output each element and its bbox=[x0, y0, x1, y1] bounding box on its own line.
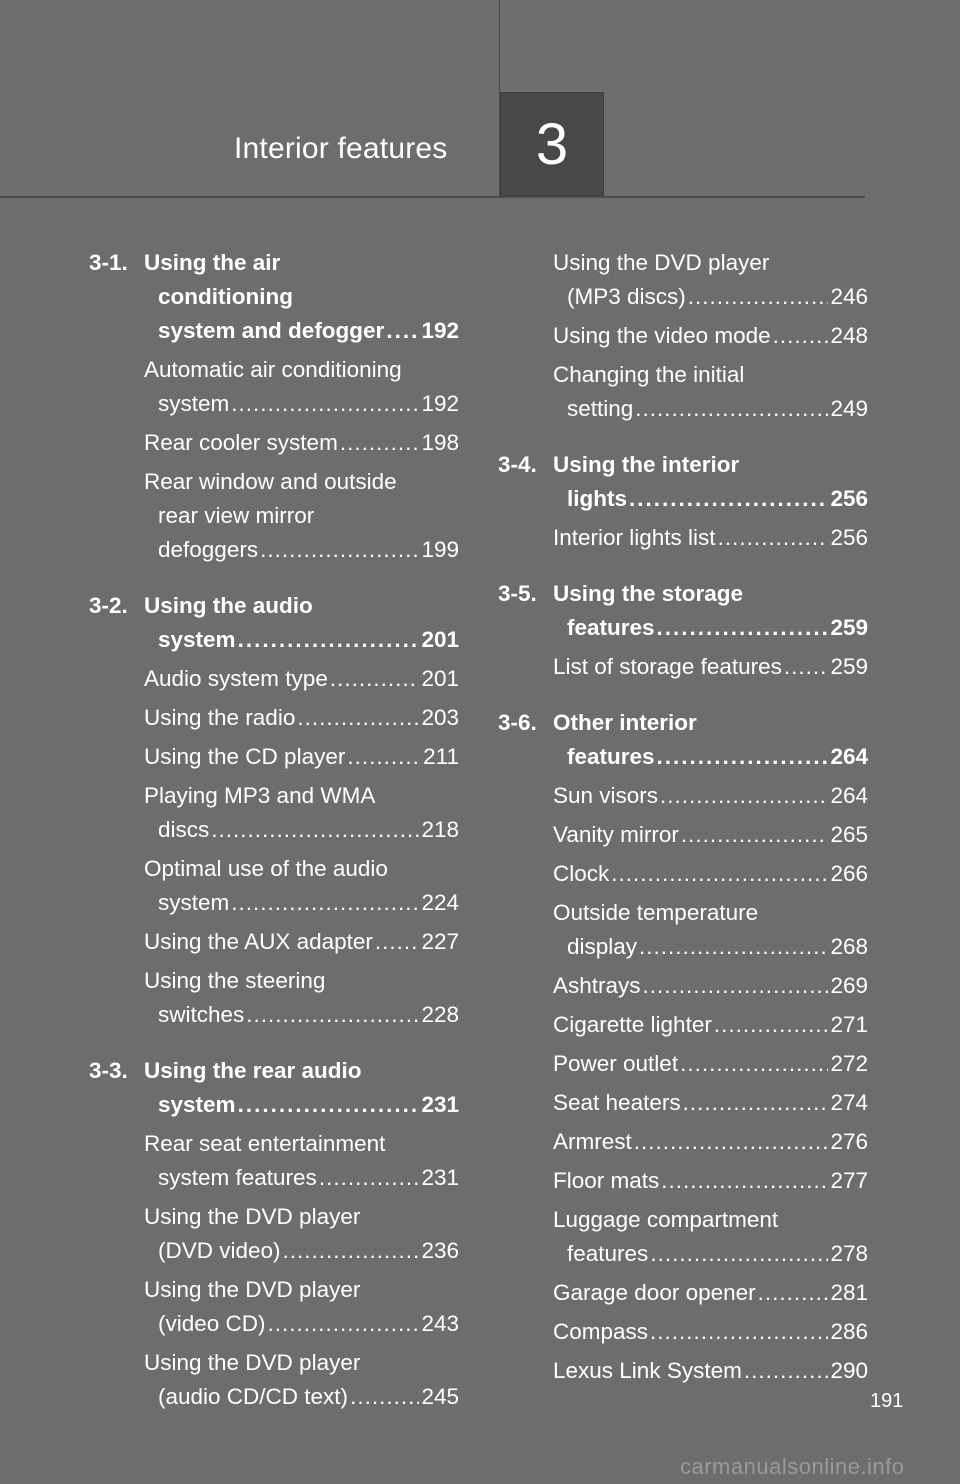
entry-page: 245 bbox=[421, 1384, 459, 1409]
entry-title-line: (MP3 discs) bbox=[567, 284, 686, 309]
leader-dots bbox=[680, 1047, 828, 1081]
entry-row bbox=[144, 1161, 459, 1195]
entry-page: 248 bbox=[830, 323, 868, 348]
entry-title-line: Power outlet bbox=[553, 1051, 679, 1076]
section-number: 3-2. bbox=[89, 593, 128, 618]
chapter-number-box bbox=[500, 92, 604, 196]
entry-title-line: Using the DVD player bbox=[144, 1277, 361, 1302]
toc-entry[interactable] bbox=[89, 701, 459, 735]
entry-title-line: system bbox=[158, 890, 230, 915]
entry-row bbox=[553, 1315, 868, 1349]
entry-title-line: switches bbox=[158, 1002, 245, 1027]
entry-row bbox=[144, 1380, 459, 1414]
entry-title-line: Compass bbox=[553, 1319, 649, 1344]
section-page: 192 bbox=[421, 318, 459, 343]
leader-dots bbox=[297, 701, 419, 735]
section-title-line: Using the audio bbox=[144, 593, 313, 618]
section-page: 201 bbox=[421, 627, 459, 652]
section-title-row bbox=[553, 740, 868, 774]
entry-page: 269 bbox=[830, 973, 868, 998]
toc-entry[interactable] bbox=[89, 1346, 459, 1414]
entry-row bbox=[553, 392, 868, 426]
toc-left-column bbox=[89, 246, 459, 1414]
entry-title-line: system bbox=[158, 391, 230, 416]
entry-row bbox=[144, 387, 459, 421]
section-number: 3-1. bbox=[89, 250, 128, 275]
leader-dots bbox=[386, 314, 419, 348]
entry-row bbox=[144, 1307, 459, 1341]
leader-dots bbox=[347, 740, 421, 774]
entry-row bbox=[144, 533, 459, 567]
entry-title-line: Rear cooler system bbox=[144, 430, 338, 455]
toc-entry[interactable] bbox=[498, 246, 868, 314]
toc-entry[interactable] bbox=[498, 1164, 868, 1198]
entry-title-line: Armrest bbox=[553, 1129, 632, 1154]
leader-dots bbox=[340, 426, 420, 460]
entry-page: 276 bbox=[830, 1129, 868, 1154]
entry-page: 264 bbox=[830, 783, 868, 808]
toc-section-3-1[interactable] bbox=[89, 246, 459, 348]
entry-page: 274 bbox=[830, 1090, 868, 1115]
toc-entry[interactable] bbox=[89, 1127, 459, 1195]
section-title-line: features bbox=[567, 615, 655, 640]
toc-entry[interactable] bbox=[498, 857, 868, 891]
entry-page: 286 bbox=[830, 1319, 868, 1344]
section-title-line: Using the storage bbox=[553, 581, 744, 606]
section-title-row bbox=[144, 1088, 459, 1122]
toc-entry[interactable] bbox=[89, 925, 459, 959]
toc-section-3-2[interactable] bbox=[89, 589, 459, 657]
entry-row bbox=[144, 426, 459, 460]
leader-dots bbox=[714, 1008, 829, 1042]
entry-title-line: Outside temperature bbox=[553, 900, 759, 925]
section-title-line: lights bbox=[567, 486, 627, 511]
section-title-line: Using the rear audio bbox=[144, 1058, 362, 1083]
entry-title-line: system features bbox=[158, 1165, 317, 1190]
leader-dots bbox=[260, 533, 419, 567]
entry-page: 218 bbox=[421, 817, 459, 842]
watermark: carmanualsonline.info bbox=[680, 1454, 905, 1479]
entry-page: 224 bbox=[421, 890, 459, 915]
entry-row bbox=[144, 662, 459, 696]
leader-dots bbox=[744, 1354, 829, 1388]
entry-row bbox=[144, 925, 459, 959]
toc-entry[interactable] bbox=[498, 1047, 868, 1081]
toc-entry[interactable] bbox=[498, 358, 868, 426]
entry-title-line: Audio system type bbox=[144, 666, 328, 691]
entry-page: 199 bbox=[421, 537, 459, 562]
entry-title-line: Using the DVD player bbox=[144, 1350, 361, 1375]
entry-page: 268 bbox=[830, 934, 868, 959]
entry-page: 281 bbox=[830, 1280, 868, 1305]
section-number: 3-6. bbox=[498, 710, 537, 735]
section-title-line: features bbox=[567, 744, 655, 769]
toc-entry[interactable] bbox=[498, 1276, 868, 1310]
toc-section-3-3[interactable] bbox=[89, 1054, 459, 1122]
entry-row bbox=[553, 1164, 868, 1198]
toc-section-3-6[interactable] bbox=[498, 706, 868, 774]
leader-dots bbox=[639, 930, 828, 964]
entry-row bbox=[553, 319, 868, 353]
leader-dots bbox=[330, 662, 420, 696]
entry-title-line: Rear seat entertainment bbox=[144, 1131, 386, 1156]
entry-title-line: Using the DVD player bbox=[144, 1204, 361, 1229]
entry-title-line: Using the AUX adapter bbox=[144, 929, 373, 954]
toc-entry[interactable] bbox=[89, 662, 459, 696]
leader-dots bbox=[643, 969, 829, 1003]
chapter-header bbox=[0, 0, 865, 198]
section-page: 259 bbox=[830, 615, 868, 640]
entry-title-line: Automatic air conditioning bbox=[144, 357, 402, 382]
toc-entry[interactable] bbox=[89, 740, 459, 774]
entry-page: 259 bbox=[830, 654, 868, 679]
toc-entry[interactable] bbox=[498, 779, 868, 813]
entry-row bbox=[553, 779, 868, 813]
entry-row bbox=[553, 650, 868, 684]
leader-dots bbox=[650, 1315, 828, 1349]
entry-page: 201 bbox=[421, 666, 459, 691]
entry-title-line: discs bbox=[158, 817, 210, 842]
leader-dots bbox=[238, 623, 420, 657]
toc-right-column bbox=[498, 246, 868, 1388]
toc-entry[interactable] bbox=[89, 465, 459, 567]
toc-entry[interactable] bbox=[498, 1086, 868, 1120]
chapter-number: 3 bbox=[535, 112, 569, 177]
leader-dots bbox=[688, 280, 829, 314]
leader-dots bbox=[657, 611, 829, 645]
entry-title-line: Using the steering bbox=[144, 968, 326, 993]
leader-dots bbox=[634, 1125, 829, 1159]
entry-row bbox=[553, 1276, 868, 1310]
section-page: 264 bbox=[830, 744, 868, 769]
page-number: 191 bbox=[870, 1390, 904, 1412]
entry-title-line: Vanity mirror bbox=[553, 822, 679, 847]
entry-page: 278 bbox=[830, 1241, 868, 1266]
entry-title-line: defoggers bbox=[158, 537, 259, 562]
toc-entry[interactable] bbox=[89, 353, 459, 421]
entry-page: 211 bbox=[423, 744, 459, 769]
leader-dots bbox=[657, 740, 829, 774]
entry-title-line: Optimal use of the audio bbox=[144, 856, 388, 881]
section-page: 256 bbox=[830, 486, 868, 511]
entry-row bbox=[553, 1354, 868, 1388]
entry-title-line: (audio CD/CD text) bbox=[158, 1384, 349, 1409]
entry-row bbox=[553, 1047, 868, 1081]
entry-title-line: Using the CD player bbox=[144, 744, 346, 769]
entry-row bbox=[553, 1237, 868, 1271]
entry-page: 236 bbox=[421, 1238, 459, 1263]
entry-page: 249 bbox=[830, 396, 868, 421]
entry-row bbox=[553, 1125, 868, 1159]
entry-row bbox=[144, 740, 459, 774]
leader-dots bbox=[635, 392, 828, 426]
leader-dots bbox=[238, 1088, 420, 1122]
toc-entry[interactable] bbox=[498, 896, 868, 964]
leader-dots bbox=[350, 1380, 419, 1414]
toc-section-3-4[interactable] bbox=[498, 448, 868, 516]
entry-title-line: display bbox=[567, 934, 638, 959]
entry-row bbox=[553, 857, 868, 891]
leader-dots bbox=[773, 319, 829, 353]
entry-page: 231 bbox=[421, 1165, 459, 1190]
entry-title-line: Lexus Link System bbox=[553, 1358, 742, 1383]
entry-title-line: (video CD) bbox=[158, 1311, 266, 1336]
section-number: 3-4. bbox=[498, 452, 537, 477]
leader-dots bbox=[611, 857, 828, 891]
toc-entry[interactable] bbox=[498, 521, 868, 555]
entry-title-line: features bbox=[567, 1241, 649, 1266]
entry-page: 265 bbox=[830, 822, 868, 847]
section-title-line: conditioning bbox=[158, 284, 293, 309]
entry-title-line: Garage door opener bbox=[553, 1280, 756, 1305]
leader-dots bbox=[268, 1307, 420, 1341]
entry-title-line: Using the radio bbox=[144, 705, 296, 730]
entry-title-line: (DVD video) bbox=[158, 1238, 281, 1263]
leader-dots bbox=[231, 387, 419, 421]
entry-row bbox=[553, 930, 868, 964]
entry-page: 228 bbox=[421, 1002, 459, 1027]
toc-section-3-5[interactable] bbox=[498, 577, 868, 645]
leader-dots bbox=[661, 1164, 828, 1198]
entry-page: 272 bbox=[830, 1051, 868, 1076]
toc-entry[interactable] bbox=[89, 1273, 459, 1341]
entry-row bbox=[553, 1008, 868, 1042]
entry-title-line: setting bbox=[567, 396, 634, 421]
leader-dots bbox=[660, 779, 828, 813]
entry-row bbox=[553, 1086, 868, 1120]
entry-title-line: Changing the initial bbox=[553, 362, 745, 387]
entry-row bbox=[553, 280, 868, 314]
entry-title-line: Seat heaters bbox=[553, 1090, 681, 1115]
section-title-line: Using the interior bbox=[553, 452, 740, 477]
entry-title-line: List of storage features bbox=[553, 654, 782, 679]
section-title-line: Using the air bbox=[144, 250, 281, 275]
entry-page: 256 bbox=[830, 525, 868, 550]
toc-entry[interactable] bbox=[498, 1354, 868, 1388]
entry-page: 243 bbox=[421, 1311, 459, 1336]
section-title-row bbox=[553, 611, 868, 645]
toc-entry[interactable] bbox=[498, 969, 868, 1003]
entry-title-line: Floor mats bbox=[553, 1168, 660, 1193]
toc-entry[interactable] bbox=[498, 1008, 868, 1042]
entry-page: 227 bbox=[421, 929, 459, 954]
entry-title-line: Rear window and outside bbox=[144, 469, 397, 494]
entry-row bbox=[144, 701, 459, 735]
entry-title-line: Playing MP3 and WMA bbox=[144, 783, 376, 808]
section-title-row bbox=[553, 482, 868, 516]
leader-dots bbox=[681, 818, 829, 852]
entry-row bbox=[144, 1234, 459, 1268]
toc-entry[interactable] bbox=[89, 1200, 459, 1268]
entry-title-line: Clock bbox=[553, 861, 610, 886]
section-title-line: Other interior bbox=[553, 710, 697, 735]
entry-page: 277 bbox=[830, 1168, 868, 1193]
toc-entry[interactable] bbox=[498, 1125, 868, 1159]
entry-title-line: Luggage compartment bbox=[553, 1207, 779, 1232]
entry-title-line: Cigarette lighter bbox=[553, 1012, 712, 1037]
toc-entry[interactable] bbox=[498, 319, 868, 353]
entry-row bbox=[553, 818, 868, 852]
entry-title-line: Interior lights list bbox=[553, 525, 716, 550]
entry-page: 290 bbox=[830, 1358, 868, 1383]
leader-dots bbox=[650, 1237, 828, 1271]
leader-dots bbox=[283, 1234, 420, 1268]
toc-entry[interactable] bbox=[498, 1315, 868, 1349]
leader-dots bbox=[784, 650, 829, 684]
entry-page: 198 bbox=[421, 430, 459, 455]
entry-title-line: Using the video mode bbox=[553, 323, 771, 348]
section-page: 231 bbox=[421, 1092, 459, 1117]
section-title-line: system bbox=[158, 1092, 236, 1117]
entry-title-line: rear view mirror bbox=[158, 503, 315, 528]
toc-entry[interactable] bbox=[89, 852, 459, 920]
entry-title-line: Ashtrays bbox=[553, 973, 641, 998]
leader-dots bbox=[375, 925, 420, 959]
section-title-row bbox=[144, 314, 459, 348]
entry-page: 246 bbox=[830, 284, 868, 309]
leader-dots bbox=[758, 1276, 829, 1310]
leader-dots bbox=[718, 521, 829, 555]
toc-entry[interactable] bbox=[89, 426, 459, 460]
section-title-line: system and defogger bbox=[158, 318, 385, 343]
entry-row bbox=[144, 886, 459, 920]
section-number: 3-5. bbox=[498, 581, 537, 606]
toc-entry[interactable] bbox=[89, 779, 459, 847]
entry-page: 271 bbox=[830, 1012, 868, 1037]
leader-dots bbox=[319, 1161, 420, 1195]
leader-dots bbox=[211, 813, 419, 847]
entry-title-line: Using the DVD player bbox=[553, 250, 770, 275]
leader-dots bbox=[683, 1086, 829, 1120]
section-number: 3-3. bbox=[89, 1058, 128, 1083]
chapter-title: Interior features bbox=[234, 132, 448, 165]
toc-entry[interactable] bbox=[89, 964, 459, 1032]
toc-entry[interactable] bbox=[498, 1203, 868, 1271]
toc-entry[interactable] bbox=[498, 818, 868, 852]
section-title-line: system bbox=[158, 627, 236, 652]
entry-row bbox=[144, 998, 459, 1032]
entry-page: 266 bbox=[830, 861, 868, 886]
entry-row bbox=[553, 969, 868, 1003]
leader-dots bbox=[231, 886, 419, 920]
entry-row bbox=[144, 813, 459, 847]
entry-title-line: Sun visors bbox=[553, 783, 659, 808]
section-title-row bbox=[144, 623, 459, 657]
entry-row bbox=[553, 521, 868, 555]
toc-entry[interactable] bbox=[498, 650, 868, 684]
leader-dots bbox=[629, 482, 828, 516]
leader-dots bbox=[246, 998, 419, 1032]
entry-page: 192 bbox=[421, 391, 459, 416]
entry-page: 203 bbox=[421, 705, 459, 730]
